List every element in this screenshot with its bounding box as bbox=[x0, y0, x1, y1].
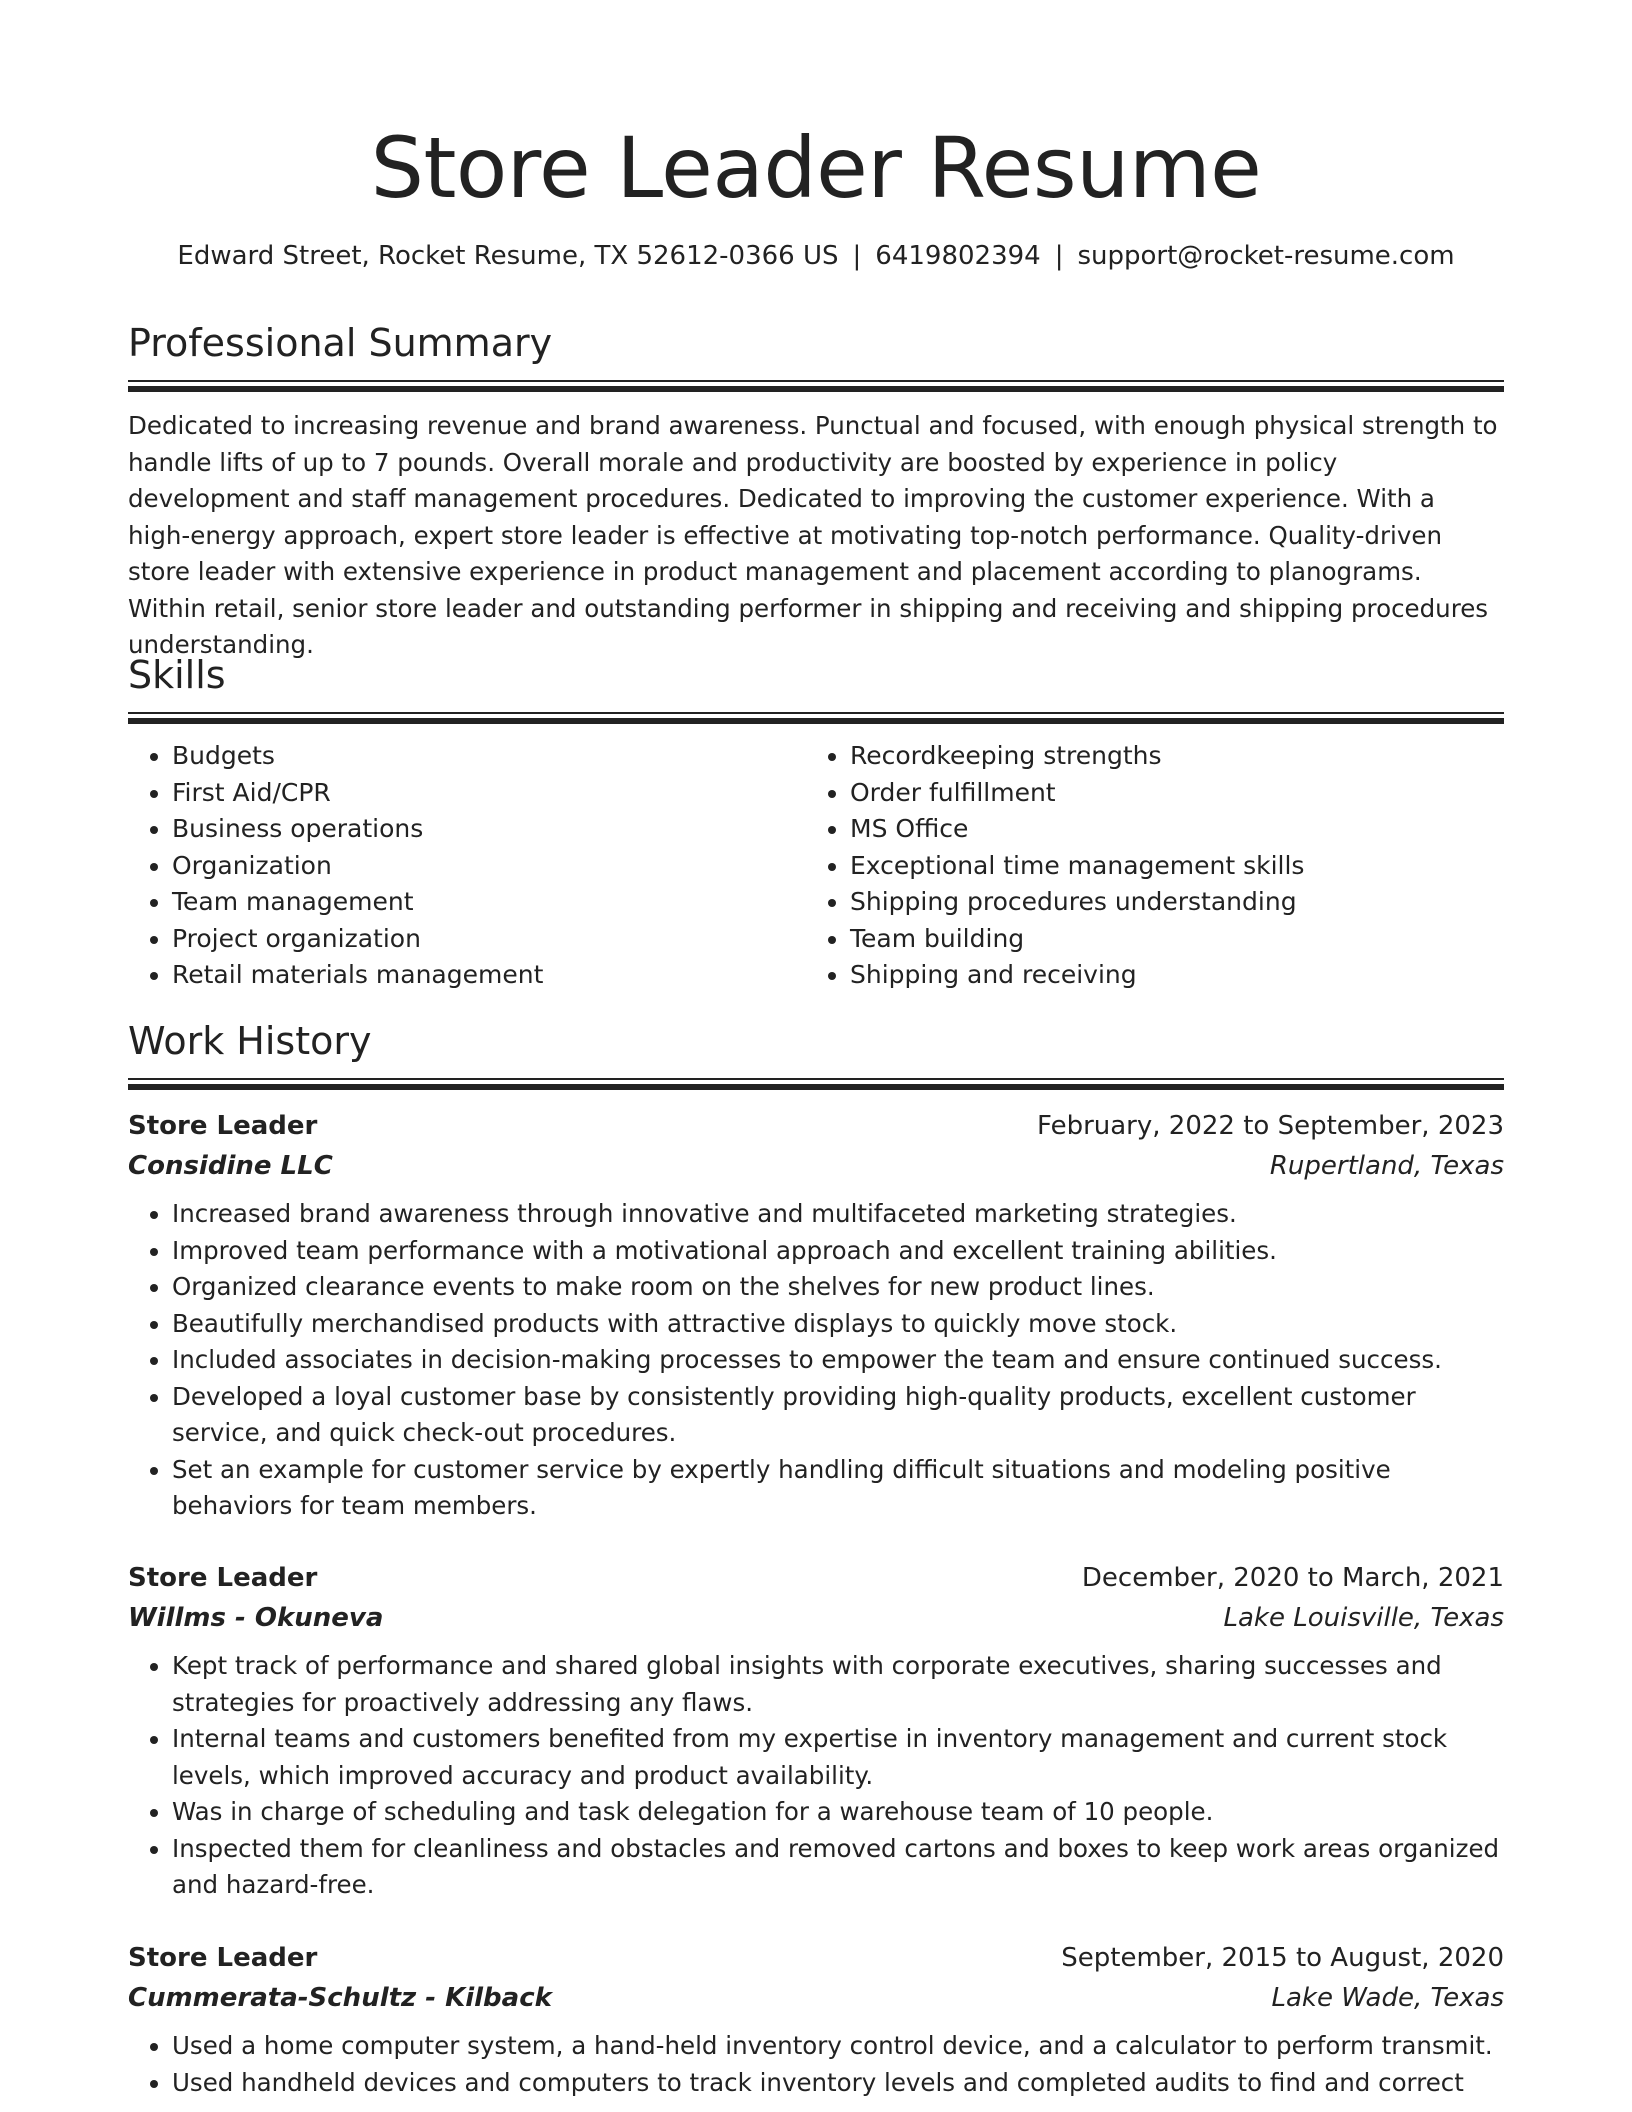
job-company-row bbox=[128, 1978, 1504, 2018]
job-company: Considine LLC bbox=[128, 1151, 333, 1181]
section-rule-thick bbox=[128, 1084, 1504, 1090]
section-rule bbox=[128, 1078, 1504, 1080]
job-bullet: • Organized clearance events to make room on the shelves for new product lines. bbox=[172, 1269, 1504, 1306]
skills-heading: Skills bbox=[128, 653, 226, 697]
job-title: Store Leader bbox=[128, 1943, 318, 1973]
resume-title: Store Leader Resume bbox=[370, 119, 1262, 217]
job-bullet: • Included associates in decision-making processes to empower the team and ensure continued success. bbox=[172, 1342, 1504, 1379]
skill-item: • Budgets bbox=[172, 738, 806, 775]
skills-columns bbox=[128, 738, 1504, 994]
skill-item: • Order fulfillment bbox=[850, 775, 1484, 812]
job-location: Rupertland, Texas bbox=[1269, 1151, 1504, 1181]
job-bullet: • Kept track of performance and shared global insights with corporate executives, sharing successes and strategies for proactively addressing any flaws. bbox=[172, 1648, 1504, 1721]
skill-item: • Organization bbox=[172, 848, 806, 885]
summary-section bbox=[128, 318, 1504, 664]
job-header-row bbox=[128, 1938, 1504, 1978]
job-location: Lake Wade, Texas bbox=[1271, 1983, 1504, 2013]
skill-item: • Recordkeeping strengths bbox=[850, 738, 1484, 775]
job-bullets bbox=[128, 2028, 1504, 2101]
job-bullet: • Beautifully merchandised products with attractive displays to quickly move stock. bbox=[172, 1306, 1504, 1343]
contact-line bbox=[128, 238, 1504, 274]
job-header-row bbox=[128, 1558, 1504, 1598]
work-history-heading: Work History bbox=[128, 1019, 372, 1063]
skill-item: • First Aid/CPR bbox=[172, 775, 806, 812]
job-bullet: • Used handheld devices and computers to track inventory levels and completed audits to find and correct bbox=[172, 2065, 1504, 2102]
summary-text: Dedicated to increasing revenue and brand awareness. Punctual and focused, with enough physical strength to handle lifts of up to 7 pounds. Overall morale and productivity are boosted by experience in policy development and staff management procedures. Dedicated to improving the customer experience. With a high-energy approach, expert store leader is effective at motivating top-notch performance. Quality-driven store leader with extensive experience in product management and placement according to planograms. Within retail, senior store leader and outstanding performer in shipping and receiving and shipping procedures understanding. bbox=[128, 411, 1498, 659]
section-rule bbox=[128, 380, 1504, 382]
job-bullet: • Developed a loyal customer base by consistently providing high-quality products, excellent customer service, and quick check-out procedures. bbox=[172, 1379, 1504, 1452]
skill-item: • MS Office bbox=[850, 811, 1484, 848]
job-entry bbox=[128, 1106, 1504, 1525]
job-entry bbox=[128, 1938, 1504, 2101]
skills-left-column bbox=[128, 738, 806, 994]
section-rule-thick bbox=[128, 718, 1504, 724]
job-bullet: • Increased brand awareness through innovative and multifaceted marketing strategies. bbox=[172, 1196, 1504, 1233]
skill-item: • Shipping and receiving bbox=[850, 957, 1484, 994]
contact-phone: 6419802394 bbox=[875, 241, 1041, 271]
job-bullet: • Improved team performance with a motivational approach and excellent training abilities. bbox=[172, 1233, 1504, 1270]
work-history-section bbox=[128, 1016, 1504, 1090]
job-dates: September, 2015 to August, 2020 bbox=[1061, 1943, 1504, 1973]
skills-section bbox=[128, 650, 1504, 994]
job-location: Lake Louisville, Texas bbox=[1223, 1603, 1504, 1633]
section-rule bbox=[128, 712, 1504, 714]
section-rule-thick bbox=[128, 386, 1504, 392]
skill-item: • Shipping procedures understanding bbox=[850, 884, 1484, 921]
skill-item: • Business operations bbox=[172, 811, 806, 848]
job-company-row bbox=[128, 1598, 1504, 1638]
job-title: Store Leader bbox=[128, 1111, 318, 1141]
job-title: Store Leader bbox=[128, 1563, 318, 1593]
job-company: Cummerata-Schultz - Kilback bbox=[128, 1983, 552, 2013]
contact-separator: | bbox=[852, 241, 862, 271]
skill-item: • Retail materials management bbox=[172, 957, 806, 994]
job-company-row bbox=[128, 1146, 1504, 1186]
contact-email: support@rocket-resume.com bbox=[1077, 241, 1455, 271]
job-bullet: • Was in charge of scheduling and task delegation for a warehouse team of 10 people. bbox=[172, 1794, 1504, 1831]
job-header-row bbox=[128, 1106, 1504, 1146]
summary-heading: Professional Summary bbox=[128, 321, 553, 365]
skill-item: • Project organization bbox=[172, 921, 806, 958]
job-bullet: • Set an example for customer service by expertly handling difficult situations and modeling positive behaviors for team members. bbox=[172, 1452, 1504, 1525]
skill-item: • Team management bbox=[172, 884, 806, 921]
job-bullet: • Internal teams and customers benefited from my expertise in inventory management and current stock levels, which improved accuracy and product availability. bbox=[172, 1721, 1504, 1794]
skills-right-column bbox=[806, 738, 1484, 994]
job-bullet: • Used a home computer system, a hand-held inventory control device, and a calculator to perform transmit. bbox=[172, 2028, 1504, 2065]
contact-separator: | bbox=[1054, 241, 1064, 271]
job-bullet: • Inspected them for cleanliness and obstacles and removed cartons and boxes to keep work areas organized and hazard-free. bbox=[172, 1831, 1504, 1904]
job-dates: February, 2022 to September, 2023 bbox=[1037, 1111, 1504, 1141]
contact-address: Edward Street, Rocket Resume, TX 52612-0366 US bbox=[177, 241, 839, 271]
job-bullets bbox=[128, 1196, 1504, 1525]
job-bullets bbox=[128, 1648, 1504, 1904]
skill-item: • Exceptional time management skills bbox=[850, 848, 1484, 885]
job-company: Willms - Okuneva bbox=[128, 1603, 384, 1633]
skill-item: • Team building bbox=[850, 921, 1484, 958]
job-dates: December, 2020 to March, 2021 bbox=[1081, 1563, 1504, 1593]
job-entry bbox=[128, 1558, 1504, 1904]
